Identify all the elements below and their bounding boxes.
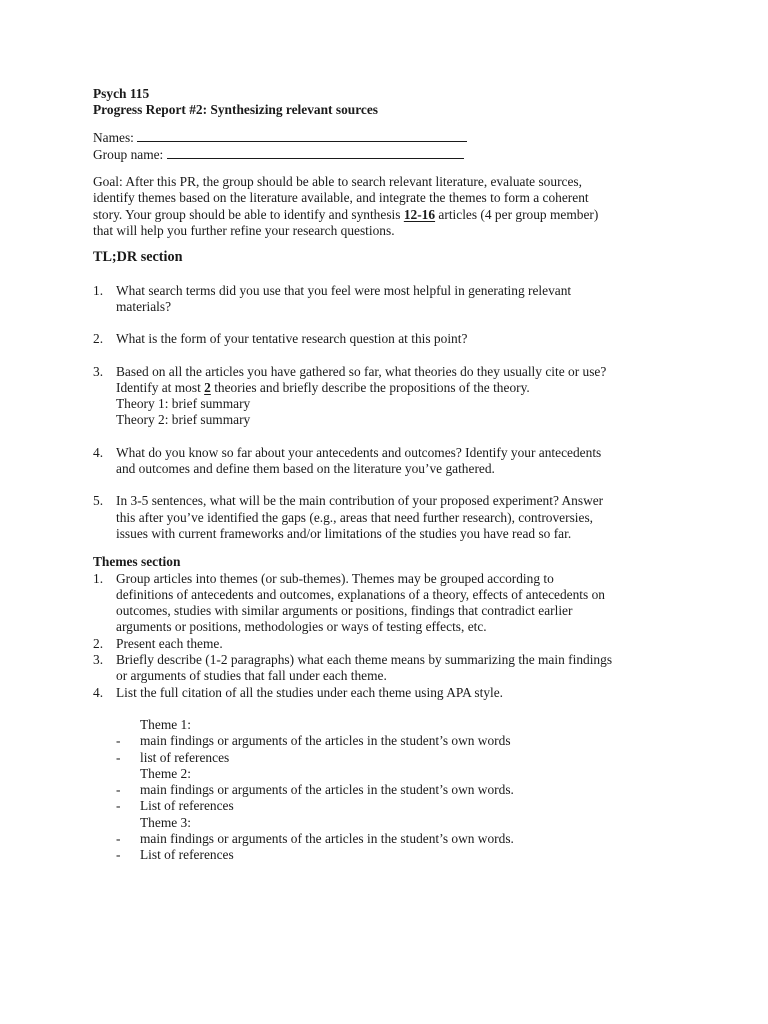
list-item: 4. List the full citation of all the studies under each theme using APA style.: [93, 684, 504, 700]
group-name-row: [93, 146, 678, 163]
goal-line: Goal: After this PR, the group should be able to search relevant literature, evaluate sources,: [93, 174, 582, 190]
tldr-list: [93, 283, 678, 543]
theme-label: Theme 2:: [140, 765, 191, 781]
list-item: 5. In 3-5 sentences, what will be the main contribution of your proposed experiment? Answer this after you’ve identified the gaps (e.g., areas that need further research), controversies, issues with current frameworks and/or limitations of the studies you have read so far.: [93, 493, 604, 541]
theme-bullet: - List of references: [116, 847, 234, 863]
theme-bullet: - main findings or arguments of the articles in the student’s own words.: [116, 782, 514, 798]
document-page: [93, 86, 678, 864]
course-title: Psych 115: [93, 86, 150, 101]
report-title: Progress Report #2: Synthesizing relevant sources: [93, 102, 379, 118]
list-item: 4. What do you know so far about your antecedents and outcomes? Identify your antecedents and outcomes and define them based on the literature you’ve gathered.: [93, 444, 602, 477]
list-item: 1. What search terms did you use that you feel were most helpful in generating relevant materials?: [93, 282, 572, 314]
goal-line: identify themes based on the literature available, and integrate the themes to form a coherent: [93, 190, 589, 206]
names-label: Names:: [93, 129, 134, 145]
theme-bullet: - main findings or arguments of the articles in the student’s own words.: [116, 830, 514, 846]
goal-line: story. Your group should be able to identify and synthesis 12-16 articles (4 per group member): [93, 206, 599, 222]
theme-label: Theme 3:: [140, 814, 191, 830]
theme-bullet: - list of references: [116, 749, 230, 765]
names-blank-line: [137, 129, 467, 142]
theory-count: 2: [204, 379, 211, 395]
article-count: 12-16: [403, 206, 436, 222]
goal-line: that will help you further refine your research questions.: [93, 223, 395, 239]
list-item: 3. Based on all the articles you have gathered so far, what theories do they usually cite or use? Identify at most 2 theories and briefly describe the propositions of the theory. Theory 1: brief summary Theory 2: brief summary: [93, 363, 607, 428]
theme-bullet: - main findings or arguments of the articles in the student’s own words: [116, 733, 511, 749]
group-name-blank-line: [167, 146, 464, 159]
group-name-label: Group name:: [93, 146, 164, 162]
tldr-heading: TL;DR section: [93, 249, 183, 266]
theme-label: Theme 1:: [140, 716, 191, 732]
list-item: 2. Present each theme.: [93, 635, 223, 651]
themes-list: [93, 571, 678, 701]
theme-blocks: [93, 717, 678, 864]
list-item: 3. Briefly describe (1-2 paragraphs) what each theme means by summarizing the main findings or arguments of studies that fall under each theme.: [93, 652, 613, 684]
list-item: 2. What is the form of your tentative research question at this point?: [93, 331, 468, 347]
theme-bullet: - List of references: [116, 798, 234, 814]
goal-paragraph: [93, 174, 678, 239]
themes-heading: Themes section: [93, 554, 181, 570]
names-row: [93, 129, 678, 146]
list-item: 1. Group articles into themes (or sub-themes). Themes may be grouped according to definitions of antecedents and outcomes, explanations of a theory, effects of antecedents on outcomes, studies with similar arguments or positions, findings that contradict earlier arguments or positions, methodologies or ways of testing effects, etc.: [93, 570, 605, 635]
